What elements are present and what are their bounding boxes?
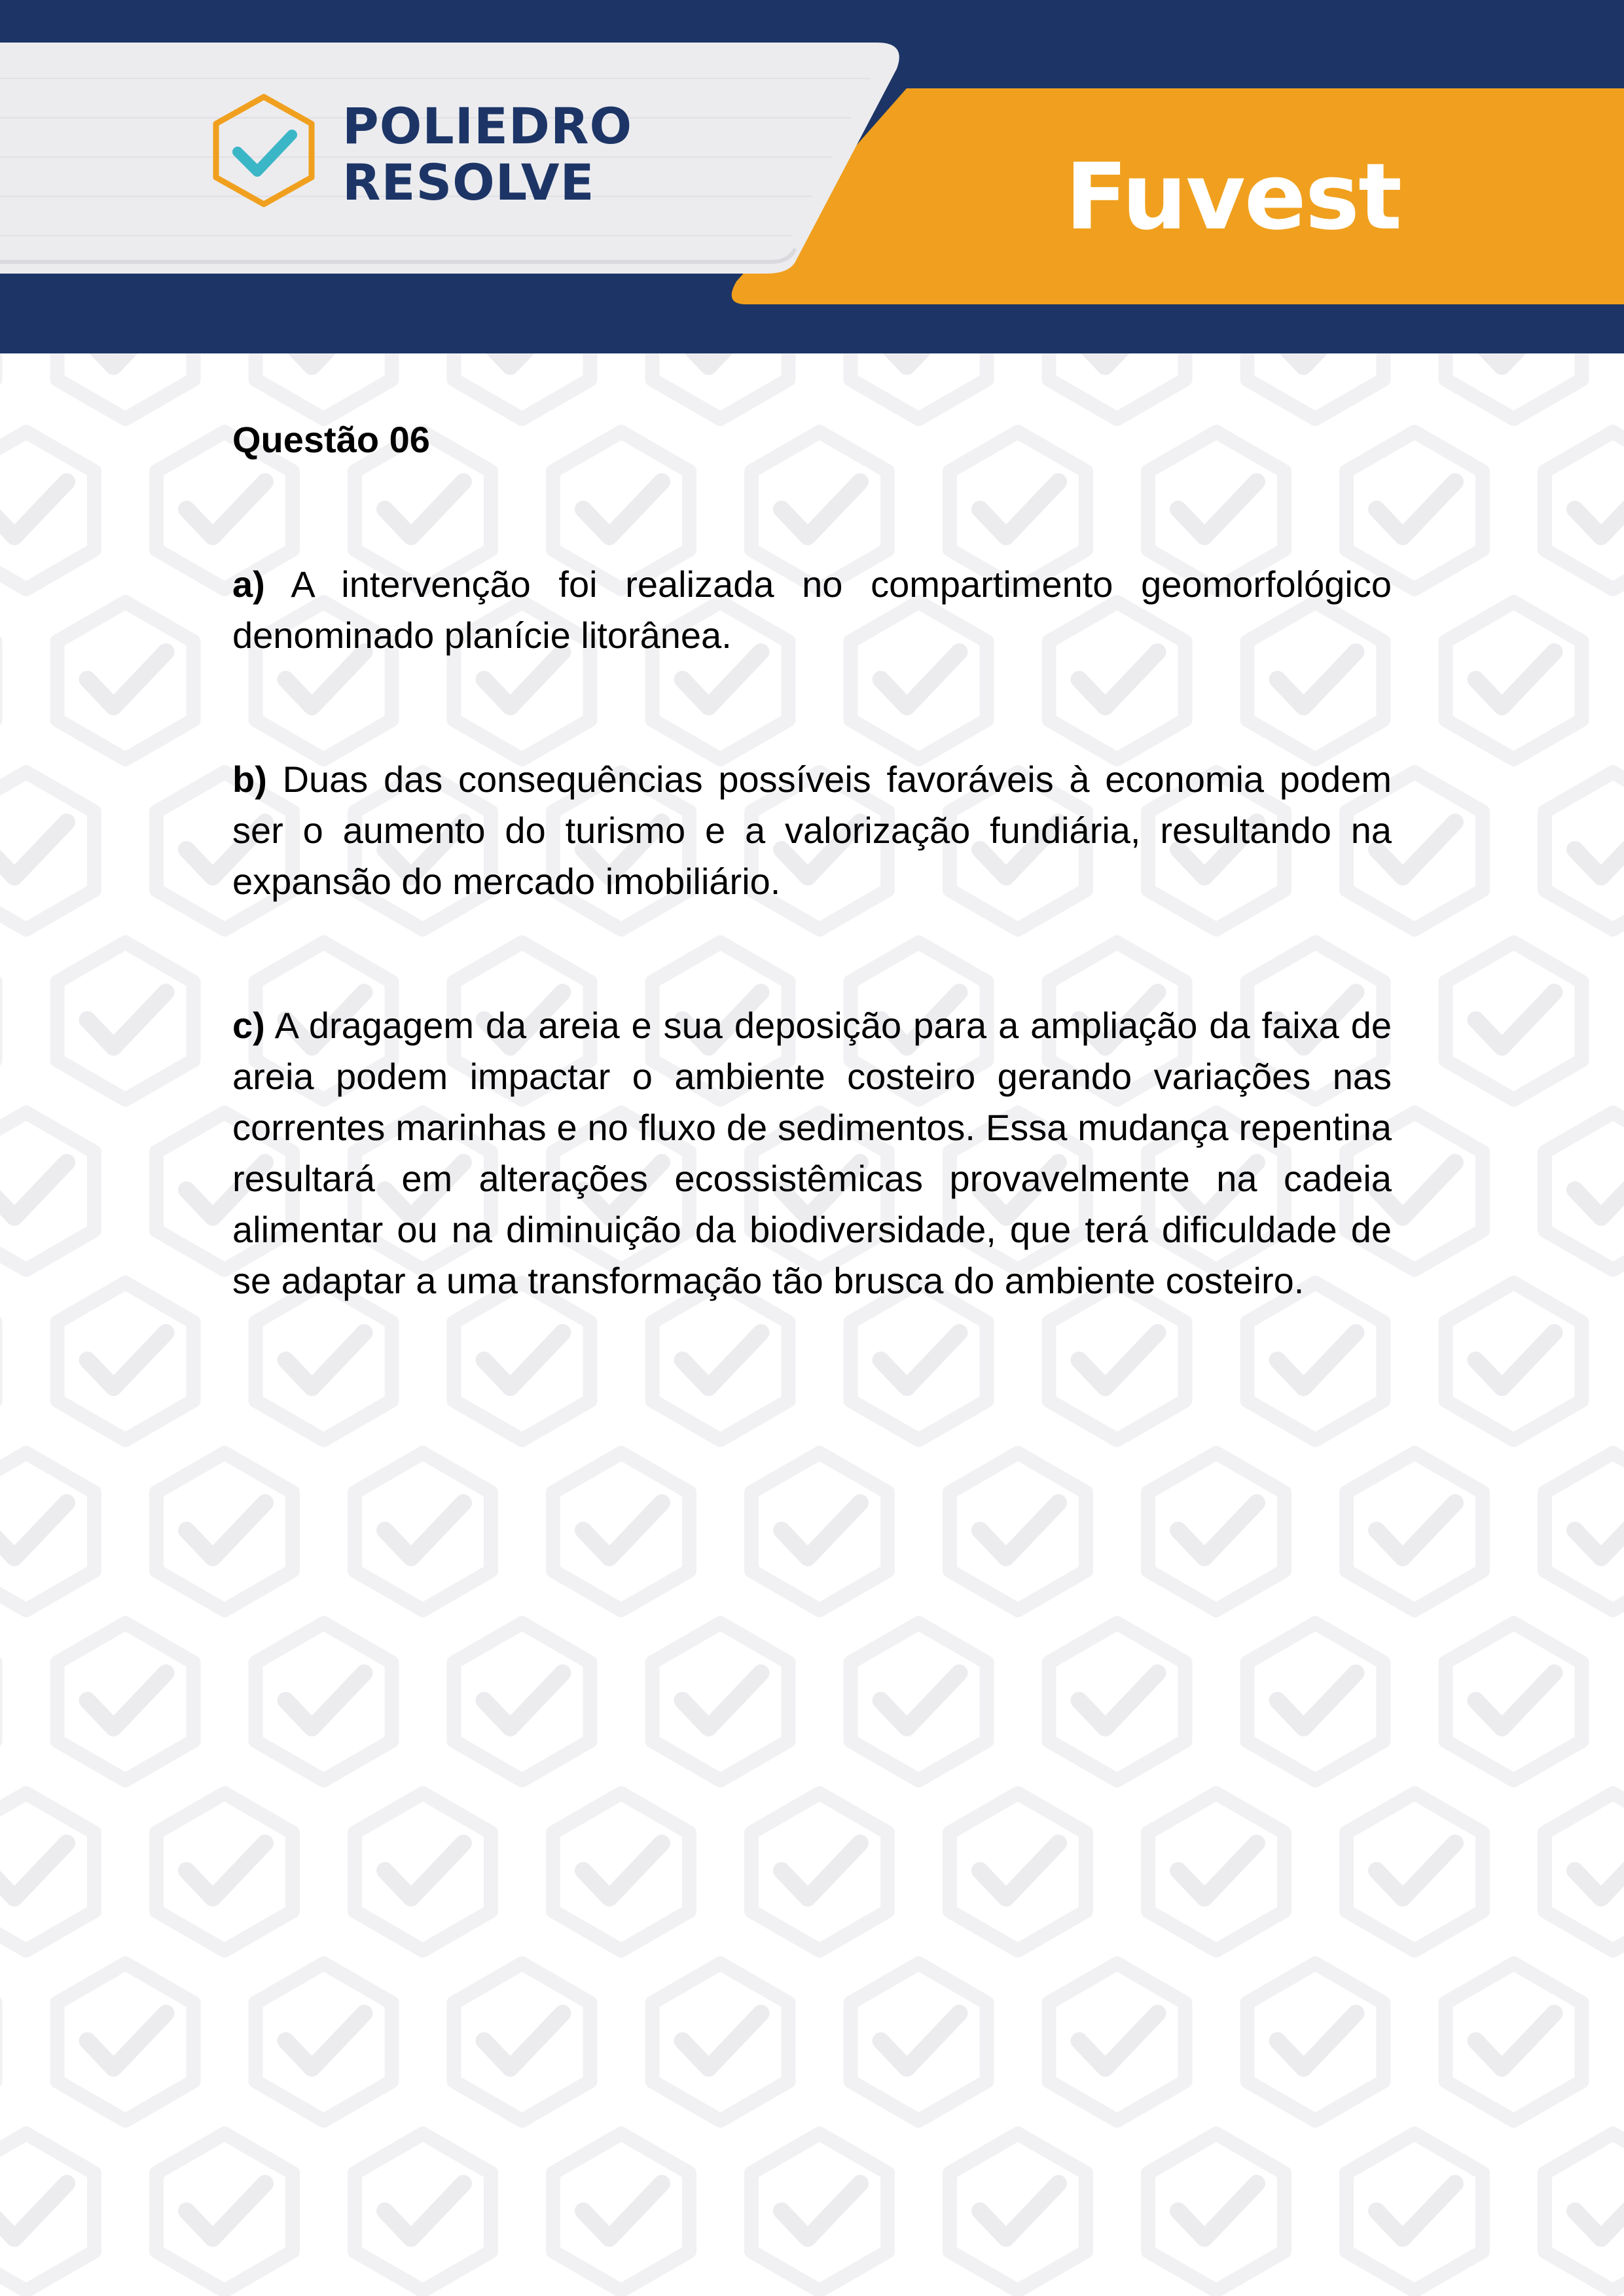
pattern-hexagon-checkmark-icon (1545, 1113, 1624, 1270)
pattern-hexagon-checkmark-icon (1446, 942, 1582, 1100)
pattern-hexagon-checkmark-icon (553, 1453, 689, 1610)
pattern-hexagon-checkmark-icon (0, 2134, 94, 2291)
answer-text: Duas das consequências possíveis favoráveis à economia podem ser o aumento do turismo e a valorização fundiária, resultando na expansão do mercado imobiliário. (232, 759, 1392, 902)
pattern-hexagon-checkmark-icon (950, 1793, 1086, 1950)
pattern-hexagon-checkmark-icon (1248, 1964, 1384, 2121)
pattern-hexagon-checkmark-icon (58, 942, 194, 1100)
pattern-hexagon-checkmark-icon (1545, 772, 1624, 929)
pattern-hexagon-checkmark-icon (1049, 1964, 1185, 2121)
brand (208, 92, 666, 209)
pattern-hexagon-checkmark-icon (851, 1964, 987, 2121)
pattern-hexagon-checkmark-icon (950, 1453, 1086, 1610)
answer-text: A dragagem da areia e sua deposição para a ampliação da faixa de areia podem impactar o ambiente costeiro gerando variações nas correntes marinhas e no fluxo de sedimentos. Essa mudança repentina resultará em alterações ecossistêmicas provavelmente na cadeia alimentar ou na diminuição da biodiversidade, que terá dificuldade de se adaptar a uma transformação tão brusca do ambiente costeiro. (232, 1005, 1392, 1301)
pattern-hexagon-checkmark-icon (0, 432, 94, 589)
pattern-hexagon-checkmark-icon (355, 1793, 491, 1950)
pattern-hexagon-checkmark-icon (653, 1964, 789, 2121)
pattern-hexagon-checkmark-icon (156, 1793, 293, 1950)
pattern-hexagon-checkmark-icon (58, 1283, 194, 1440)
pattern-hexagon-checkmark-icon (256, 1623, 392, 1780)
pattern-hexagon-checkmark-icon (751, 1453, 888, 1610)
pattern-hexagon-checkmark-icon (0, 1113, 94, 1270)
pattern-hexagon-checkmark-icon (1545, 1793, 1624, 1950)
pattern-hexagon-checkmark-icon (256, 1964, 392, 2121)
pattern-hexagon-checkmark-icon (1545, 1453, 1624, 1610)
brand-line-2: RESOLVE (342, 153, 595, 211)
pattern-hexagon-checkmark-icon (751, 1793, 888, 1950)
question-title: Questão 06 (232, 419, 430, 460)
pattern-hexagon-checkmark-icon (0, 1793, 94, 1950)
pattern-hexagon-checkmark-icon (1545, 432, 1624, 589)
pattern-hexagon-checkmark-icon (950, 2134, 1086, 2291)
answer-label: c) (232, 1005, 265, 1046)
pattern-hexagon-checkmark-icon (653, 1623, 789, 1780)
answer-label: b) (232, 759, 267, 800)
pattern-hexagon-checkmark-icon (156, 1453, 293, 1610)
pattern-hexagon-checkmark-icon (454, 1964, 590, 2121)
pattern-hexagon-checkmark-icon (553, 2134, 689, 2291)
pattern-hexagon-checkmark-icon (1346, 1453, 1483, 1610)
pattern-hexagon-checkmark-icon (1446, 1623, 1582, 1780)
brand-line-1: POLIEDRO (342, 97, 633, 155)
pattern-hexagon-checkmark-icon (553, 1793, 689, 1950)
pattern-hexagon-checkmark-icon (58, 602, 194, 759)
brand-name (342, 98, 632, 211)
answer-text: A intervenção foi realizada no compartimento geomorfológico denominado planície litorânea. (232, 564, 1392, 656)
hexagon-checkmark-icon (208, 92, 319, 209)
pattern-hexagon-checkmark-icon (156, 2134, 293, 2291)
answer-sheet (232, 419, 1392, 1399)
pattern-hexagon-checkmark-icon (1446, 602, 1582, 759)
answer-b (232, 754, 1392, 907)
pattern-hexagon-checkmark-icon (0, 772, 94, 929)
pattern-hexagon-checkmark-icon (1446, 1964, 1582, 2121)
pattern-hexagon-checkmark-icon (751, 2134, 888, 2291)
pattern-hexagon-checkmark-icon (1248, 1623, 1384, 1780)
pattern-hexagon-checkmark-icon (58, 1964, 194, 2121)
pattern-hexagon-checkmark-icon (355, 2134, 491, 2291)
answer-c (232, 1000, 1392, 1306)
answer-a (232, 559, 1392, 661)
pattern-hexagon-checkmark-icon (1148, 1453, 1284, 1610)
pattern-hexagon-checkmark-icon (1346, 2134, 1483, 2291)
answer-label: a) (232, 564, 265, 605)
pattern-hexagon-checkmark-icon (1049, 1623, 1185, 1780)
pattern-hexagon-checkmark-icon (1446, 1283, 1582, 1440)
exam-name: Fuvest (1065, 144, 1401, 251)
pattern-hexagon-checkmark-icon (0, 1453, 94, 1610)
pattern-hexagon-checkmark-icon (454, 1623, 590, 1780)
pattern-hexagon-checkmark-icon (58, 1623, 194, 1780)
pattern-hexagon-checkmark-icon (1148, 1793, 1284, 1950)
header-banner (0, 0, 1624, 353)
pattern-hexagon-checkmark-icon (1148, 2134, 1284, 2291)
pattern-hexagon-checkmark-icon (1346, 1793, 1483, 1950)
pattern-hexagon-checkmark-icon (1545, 2134, 1624, 2291)
pattern-hexagon-checkmark-icon (851, 1623, 987, 1780)
pattern-hexagon-checkmark-icon (355, 1453, 491, 1610)
